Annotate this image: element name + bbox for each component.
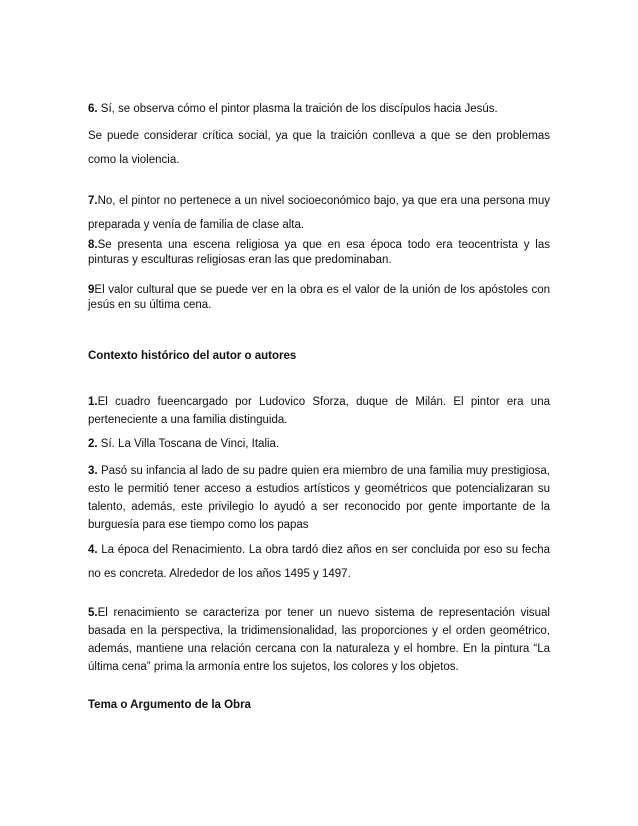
paragraph-text: Se presenta una escena religiosa ya que en esa época todo era teocentrista y las pinturas y esculturas religiosas eran las que predominaban. xyxy=(88,239,550,266)
paragraph-text: Se puede considerar crítica social, ya que la traición conlleva a que se den problemas como la violencia. xyxy=(88,130,550,166)
paragraph-context-5 xyxy=(88,604,550,676)
paragraph-6 xyxy=(88,100,550,118)
paragraph-number: 2. xyxy=(88,438,98,450)
paragraph-text: El cuadro fueencargado por Ludovico Sforza, duque de Milán. El pintor era una perteneciente a una familia distinguida. xyxy=(88,396,550,426)
paragraph-9 xyxy=(88,283,550,312)
paragraph-7 xyxy=(88,189,550,237)
paragraph-number: 1. xyxy=(88,396,98,408)
paragraph-context-3 xyxy=(88,462,550,534)
paragraph-text: Pasó su infancia al lado de su padre quien era miembro de una familia muy prestigiosa, esto le permitió tener acceso a estudios artísticos y geométricos que potencializaran su talento, además, este privilegio lo ayudó a ser reconocido por gente importante de la burguesía para ese tiempo como los papas xyxy=(88,465,550,531)
paragraph-text: El renacimiento se caracteriza por tener un nuevo sistema de representación visual basada en la perspectiva, la tridimensionalidad, las proporciones y el orden geométrico, además, mantiene una relación cercana con la naturaleza y el hombre. En la pintura “La última cena” prima la armonía entre los sujetos, los colores y los objetos. xyxy=(88,607,550,673)
paragraph-number: 5. xyxy=(88,607,98,619)
paragraph-number: 9 xyxy=(88,284,95,296)
paragraph-6-continuation xyxy=(88,124,550,172)
paragraph-text: La época del Renacimiento. La obra tardó diez años en ser concluida por eso su fecha no es concreta. Alrededor de los años 1495 y 1497. xyxy=(88,544,550,580)
paragraph-number: 3. xyxy=(88,465,98,477)
paragraph-text: No, el pintor no pertenece a un nivel socioeconómico bajo, ya que era una persona muy preparada y venía de familia de clase alta. xyxy=(88,195,550,231)
paragraph-text: Sí, se observa cómo el pintor plasma la traición de los discípulos hacia Jesús. xyxy=(97,103,498,115)
paragraph-number: 6. xyxy=(88,103,98,115)
section-heading-contexto: Contexto histórico del autor o autores xyxy=(88,350,297,362)
paragraph-number: 7. xyxy=(88,195,98,207)
paragraph-context-1 xyxy=(88,393,550,429)
section-heading-tema: Tema o Argumento de la Obra xyxy=(88,699,251,711)
paragraph-text: Sí. La Villa Toscana de Vinci, Italia. xyxy=(97,438,280,450)
paragraph-context-4 xyxy=(88,538,550,586)
paragraph-number: 8. xyxy=(88,239,98,251)
paragraph-8 xyxy=(88,238,550,267)
paragraph-context-2 xyxy=(88,435,550,453)
paragraph-text: El valor cultural que se puede ver en la obra es el valor de la unión de los apóstoles con jesús en su última cena. xyxy=(88,284,550,311)
paragraph-number: 4. xyxy=(88,544,98,556)
